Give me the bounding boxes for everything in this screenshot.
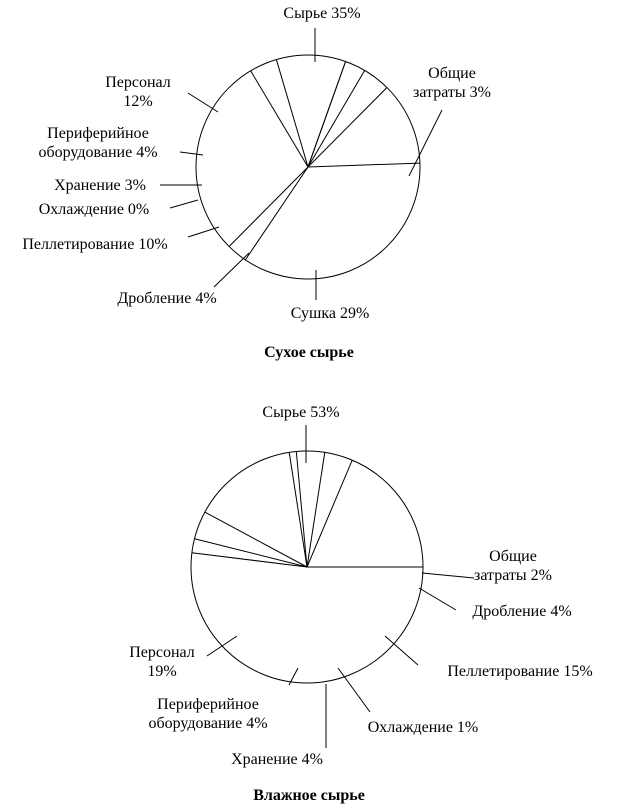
chart-title: Влажное сырье — [253, 787, 365, 804]
slice-label-line: Сырье 35% — [283, 5, 361, 22]
slice-label-line: Сушка 29% — [290, 305, 370, 322]
slice-label — [472, 603, 571, 620]
slice-label-line: Хранение 3% — [54, 177, 146, 194]
slice-leader-line — [188, 227, 219, 237]
slice-label — [22, 236, 167, 253]
slice-label — [262, 404, 339, 421]
slice-label — [447, 663, 592, 680]
slice-label-line: Дробление 4% — [472, 603, 572, 620]
slice-leader-line — [385, 636, 418, 665]
slice-label-line: 12% — [123, 93, 153, 110]
slice-label — [231, 751, 323, 768]
slice-label-line: Сырье 53% — [262, 404, 340, 421]
slice-label-line: Охлаждение 0% — [38, 201, 150, 218]
slice-label — [38, 125, 157, 161]
slice-label-line: Периферийное — [157, 696, 259, 713]
slice-label — [39, 201, 150, 218]
slice-label-line: затраты 3% — [413, 84, 491, 101]
slice-label-line: Общие — [489, 548, 537, 565]
slice-label — [105, 74, 171, 110]
slice-label — [54, 177, 146, 194]
slice-label-line: затраты 2% — [474, 567, 552, 584]
slice-label — [283, 5, 360, 22]
slice-label — [474, 548, 552, 584]
slice-leader-line — [422, 573, 474, 578]
slice-label — [129, 644, 195, 680]
slice-label-line: оборудование 4% — [148, 715, 268, 732]
slice-label-line: Охлаждение 1% — [367, 719, 479, 736]
slice-label — [413, 65, 491, 101]
slice-label-line: Хранение 4% — [231, 751, 323, 768]
slice-label-line: Пеллетирование 10% — [22, 236, 168, 253]
slice-leader-line — [170, 200, 198, 208]
slice-label-line: Дробление 4% — [117, 290, 217, 307]
slice-label — [368, 719, 479, 736]
wet-feedstock-pie-chart — [129, 404, 592, 804]
slice-label — [148, 696, 267, 732]
slice-leader-line — [419, 588, 456, 610]
slice-label — [117, 290, 216, 307]
slice-leader-line — [338, 668, 370, 712]
slice-label-line: Периферийное — [47, 125, 149, 142]
slice-leader-line — [214, 253, 249, 287]
chart-title: Сухое сырье — [264, 344, 354, 361]
slice-label-line: Пеллетирование 15% — [447, 663, 593, 680]
slice-label-line: Персонал — [129, 644, 195, 661]
slice-label-line: 19% — [147, 663, 177, 680]
slice-label-line: Общие — [428, 65, 476, 82]
slice-label — [291, 305, 370, 322]
slice-leader-line — [188, 93, 218, 112]
dry-feedstock-pie-chart — [22, 5, 491, 361]
slice-label-line: Персонал — [105, 74, 171, 91]
slice-label-line: оборудование 4% — [38, 144, 158, 161]
